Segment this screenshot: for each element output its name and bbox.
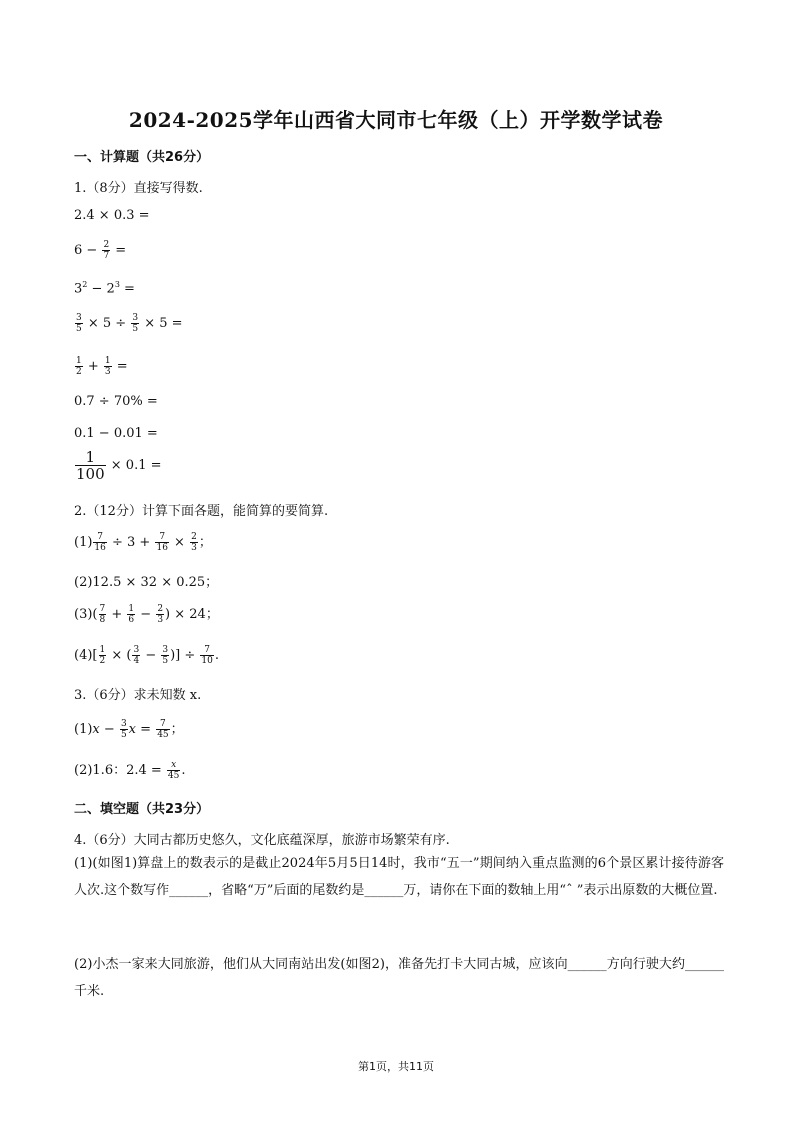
q3-item-1: (1)x − $\frac{3}{5}$ x = $\frac{7}{45}$ ； xyxy=(74,719,184,740)
question-4-stem: 4.（6分）大同古都历史悠久，文化底蕴深厚，旅游市场繁荣有序. xyxy=(74,833,450,848)
q3-item-2: (2)1.6：2.4 = $\frac{x}{45}$ . xyxy=(74,760,186,781)
q1-item-6: 0.7 ÷ 70% = xyxy=(74,394,158,409)
q2-item-3: (3)( $\frac{7}{8}$ + $\frac{1}{6}$ − $\frac{2}{3}$ ) × 24； xyxy=(74,604,219,625)
section-heading-fill-in: 二、填空题（共23分） xyxy=(74,802,210,817)
page-title: 2024-2025学年山西省大同市七年级（上）开学数学试卷 xyxy=(128,108,664,132)
q1-item-7: 0.1 − 0.01 = xyxy=(74,426,158,441)
q1-item-2: 6 − $\frac{2}{7}$ = xyxy=(74,240,127,261)
q1-item-1: 2.4 × 0.3 = xyxy=(74,208,150,223)
question-2-stem: 2.（12分）计算下面各题，能简算的要简算. xyxy=(74,504,329,519)
q1-item-5: $\frac{1}{2}$ + $\frac{1}{3}$ = xyxy=(76,356,128,377)
q2-item-1: (1) $\frac{7}{16}$ ÷ 3 + $\frac{7}{16}$ × $\frac{2}{3}$ ； xyxy=(74,532,212,553)
q4-part-2: (2)小杰一家来大同旅游，他们从大同南站出发(如图2)，准备先打卡大同古城，应该向______方向行驶大约______千米. xyxy=(74,957,724,999)
q1-item-4: $\frac{3}{5}$ × 5 ÷ $\frac{3}{5}$ × 5 = xyxy=(76,313,183,334)
question-3-stem: 3.（6分）求未知数 x. xyxy=(74,688,202,703)
section-heading-calculation: 一、计算题（共26分） xyxy=(74,150,210,165)
q2-item-4: (4)[ $\frac{1}{2}$ × ( $\frac{3}{4}$ − $\frac{3}{5}$ )] ÷ $\frac{7}{10}$ . xyxy=(74,645,220,666)
q2-item-2: (2)12.5 × 32 × 0.25； xyxy=(74,575,219,590)
q1-item-8: $\frac{1}{100}$ × 0.1 = xyxy=(76,448,162,483)
q1-item-3: $3^2 - 2^3$ = xyxy=(74,280,135,297)
question-1-stem: 1.（8分）直接写得数. xyxy=(74,181,203,196)
page-footer: 第1页，共11页 xyxy=(358,1060,434,1073)
q4-part-1: (1)(如图1)算盘上的数表示的是截止2024年5月5日14时，我市“五一”期间纳入重点监测的6个景区累计接待游客人次.这个数写作______，省略“万”后面的尾数约是______万，请你在下面的数轴上用“ˆ ”表示出原数的大概位置. xyxy=(74,856,724,898)
